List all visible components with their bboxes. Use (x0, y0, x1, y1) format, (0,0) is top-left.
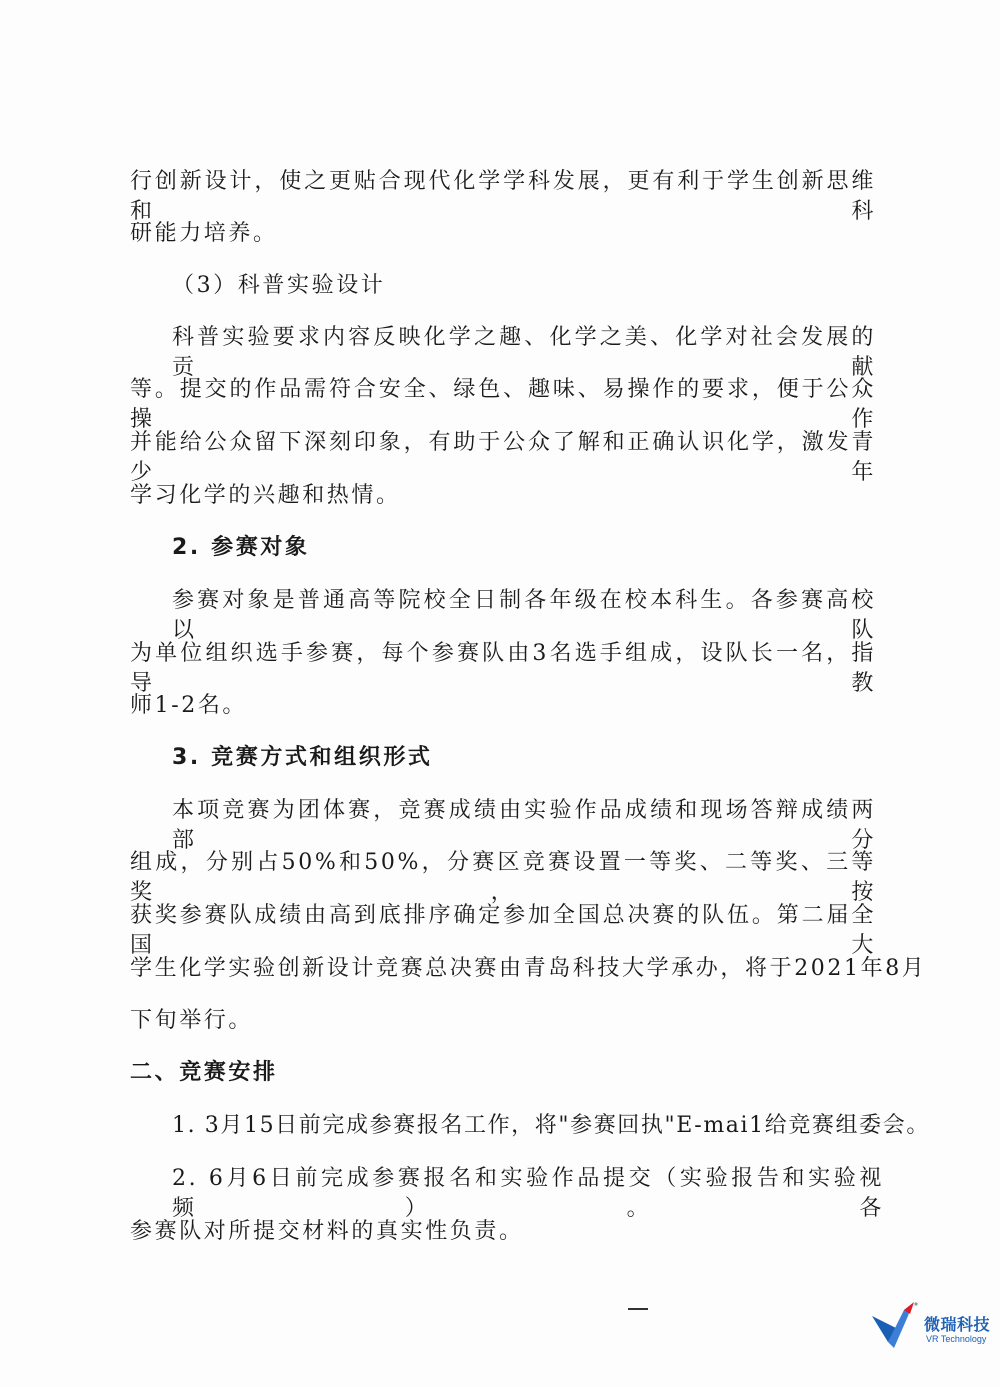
paragraph-line: 组成，分别占50%和50%，分赛区竞赛设置一等奖、二等奖、三等奖，按 (130, 850, 876, 905)
watermark-logo (868, 1298, 990, 1360)
paragraph-line: 本项竞赛为团体赛，竞赛成绩由实验作品成绩和现场答辩成绩两部分 (172, 798, 876, 853)
scan-mark (628, 1308, 648, 1310)
paragraph-line: 并能给公众留下深刻印象，有助于公众了解和正确认识化学，激发青少年 (130, 430, 876, 485)
paragraph-line: 研能力培养。 (130, 221, 278, 246)
logo-icon (868, 1298, 924, 1360)
list-item: 1. 3月15日前完成参赛报名工作，将"参赛回执"E-mai1给竞赛组委会。 (172, 1113, 930, 1138)
section-heading: 3. 竞赛方式和组织形式 (172, 745, 433, 770)
paragraph-line: 参赛对象是普通高等院校全日制各年级在校本科生。各参赛高校以队 (172, 588, 876, 643)
paragraph-line: 学生化学实验创新设计竞赛总决赛由青岛科技大学承办，将于2021年8月 (130, 956, 927, 981)
paragraph-line: 科普实验要求内容反映化学之趣、化学之美、化学对社会发展的贡献 (172, 325, 876, 380)
paragraph-line: 行创新设计，使之更贴合现代化学学科发展，更有利于学生创新思维和科 (130, 169, 876, 224)
list-item: 2. 6月6日前完成参赛报名和实验作品提交（实验报告和实验视频）。各 (172, 1166, 884, 1221)
paragraph-line: 学习化学的兴趣和热情。 (130, 483, 401, 508)
paragraph-line: 下旬举行。 (130, 1008, 254, 1033)
paragraph-line: 师1-2名。 (130, 693, 248, 718)
subsection-heading: （3）科普实验设计 (172, 273, 386, 298)
paragraph-line: 为单位组织选手参赛，每个参赛队由3名选手组成，设队长一名，指导教 (130, 641, 876, 696)
watermark-name-en: VR Technology (926, 1334, 987, 1344)
chapter-heading: 二、竞赛安排 (130, 1060, 278, 1085)
paragraph-line: 等。提交的作品需符合安全、绿色、趣味、易操作的要求，便于公众操作 (130, 377, 876, 432)
paragraph-line: 获奖参赛队成绩由高到底排序确定参加全国总决赛的队伍。第二届全国大 (130, 903, 876, 958)
paragraph-line: 参赛队对所提交材料的真实性负责。 (130, 1219, 524, 1244)
watermark-name-cn: 微瑞科技 (924, 1315, 991, 1334)
section-heading: 2. 参赛对象 (172, 535, 310, 560)
